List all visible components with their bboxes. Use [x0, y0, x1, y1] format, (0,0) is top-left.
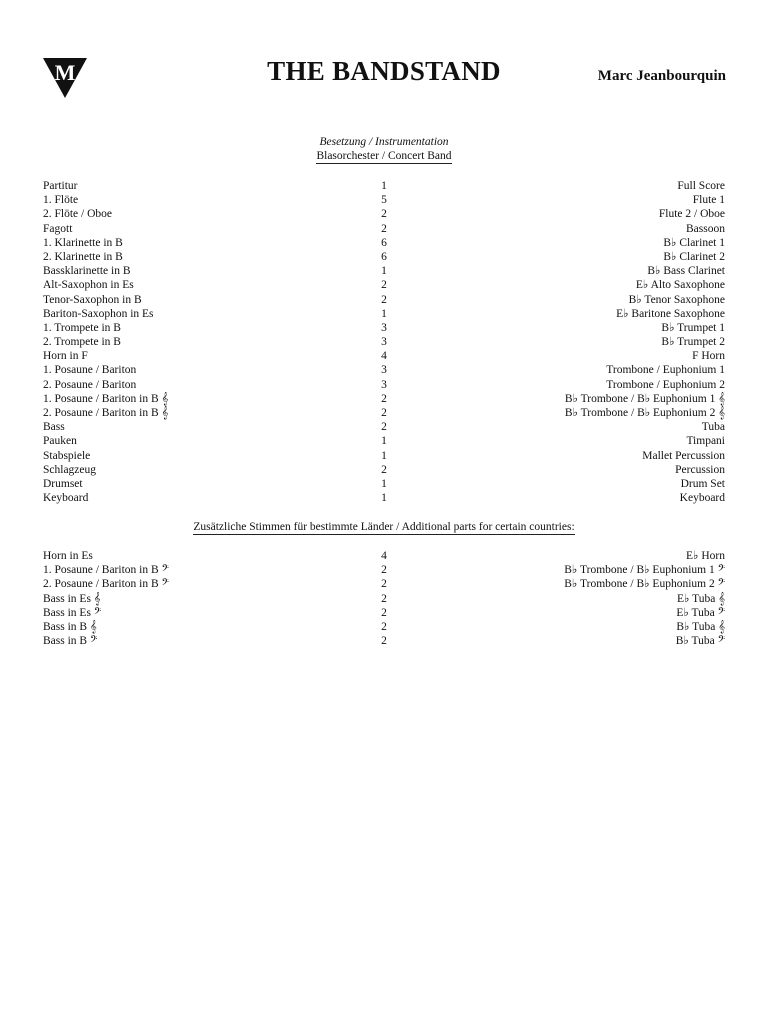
part-name-english: B♭ Trombone / B♭ Euphonium 2 𝄞 — [564, 407, 725, 419]
part-name-english: E♭ Baritone Saxophone — [616, 307, 725, 320]
part-name-german: Bass — [43, 421, 65, 434]
logo-letter: M — [54, 60, 76, 85]
part-quantity: 2 — [381, 463, 387, 476]
part-row — [43, 477, 725, 491]
part-quantity: 2 — [381, 293, 387, 306]
part-name-german: 1. Posaune / Bariton — [43, 364, 137, 377]
part-name-german: 2. Posaune / Bariton — [43, 378, 137, 391]
part-row — [43, 434, 725, 448]
part-name-english: B♭ Clarinet 1 — [663, 236, 725, 249]
part-name-english: B♭ Trumpet 1 — [661, 321, 725, 334]
part-name-german: Bass in B 𝄞 — [43, 620, 97, 633]
part-quantity: 2 — [381, 279, 387, 292]
additional-parts-heading — [0, 521, 768, 533]
part-quantity: 1 — [381, 265, 387, 278]
part-name-english: Trombone / Euphonium 2 — [606, 378, 725, 391]
part-quantity: 4 — [381, 350, 387, 363]
part-row — [43, 406, 725, 420]
part-quantity: 4 — [381, 550, 387, 562]
ensemble-heading — [0, 150, 768, 162]
part-name-german: Schlagzeug — [43, 463, 97, 476]
part-quantity: 3 — [381, 321, 387, 334]
part-row — [43, 392, 725, 406]
part-name-english: B♭ Tuba 𝄢 — [675, 635, 725, 648]
part-name-english: Keyboard — [679, 492, 725, 505]
part-row — [43, 449, 725, 463]
part-row — [43, 592, 725, 606]
part-row — [43, 420, 725, 434]
part-quantity: 3 — [381, 336, 387, 349]
part-quantity: 2 — [381, 620, 387, 633]
part-name-german: Bass in Es 𝄢 — [43, 606, 102, 619]
part-name-english: E♭ Horn — [686, 550, 725, 562]
part-quantity: 3 — [381, 364, 387, 377]
part-name-english: Tuba — [701, 421, 725, 434]
part-row — [43, 606, 725, 620]
part-row — [43, 236, 725, 250]
part-quantity: 5 — [381, 194, 387, 207]
part-name-english: B♭ Clarinet 2 — [663, 250, 725, 263]
part-row — [43, 264, 725, 278]
part-name-english: Mallet Percussion — [642, 449, 725, 462]
part-row — [43, 193, 725, 207]
instrumentation-table — [43, 179, 725, 505]
part-row — [43, 491, 725, 505]
part-row — [43, 349, 725, 363]
additional-parts-table — [43, 549, 725, 648]
part-row — [43, 179, 725, 193]
part-row — [43, 549, 725, 563]
part-quantity: 3 — [381, 378, 387, 391]
part-row — [43, 620, 725, 634]
part-name-german: Bass in Es 𝄞 — [43, 592, 101, 605]
part-name-german: Bass in B 𝄢 — [43, 635, 98, 648]
part-quantity: 2 — [381, 564, 387, 577]
additional-parts-heading-text: Zusätzliche Stimmen für bestimmte Länder / Additional parts for certain countries: — [193, 521, 575, 533]
part-name-german: 1. Posaune / Bariton in B 𝄞 — [43, 392, 169, 405]
part-quantity: 1 — [381, 307, 387, 320]
part-quantity: 1 — [381, 492, 387, 505]
ensemble-heading-text: Blasorchester / Concert Band — [316, 150, 452, 162]
part-quantity: 2 — [381, 392, 387, 405]
part-name-english: B♭ Trumpet 2 — [661, 336, 725, 349]
part-quantity: 2 — [381, 208, 387, 221]
part-name-english: E♭ Alto Saxophone — [635, 279, 725, 292]
part-name-german: Pauken — [43, 435, 77, 448]
part-name-german: Keyboard — [43, 492, 89, 505]
part-name-german: 2. Trompete in B — [43, 336, 121, 349]
part-name-english: E♭ Tuba 𝄢 — [676, 606, 725, 619]
part-name-german: Horn in F — [43, 350, 88, 363]
part-name-english: F Horn — [692, 350, 725, 363]
part-quantity: 2 — [381, 592, 387, 605]
part-name-german: 2. Klarinette in B — [43, 250, 123, 263]
part-name-german: Fagott — [43, 222, 73, 235]
part-row — [43, 293, 725, 307]
part-name-german: Horn in Es — [43, 550, 93, 562]
part-name-german: Alt-Saxophon in Es — [43, 279, 134, 292]
part-name-german: Bassklarinette in B — [43, 265, 131, 278]
part-quantity: 2 — [381, 407, 387, 419]
part-name-german: Bariton-Saxophon in Es — [43, 307, 154, 320]
part-name-german: Partitur — [43, 180, 78, 192]
part-quantity: 6 — [381, 236, 387, 249]
part-name-german: Stabspiele — [43, 449, 91, 462]
piece-title: THE BANDSTAND — [267, 56, 501, 86]
part-name-english: Full Score — [677, 180, 725, 192]
part-quantity: 2 — [381, 606, 387, 619]
part-name-german: 2. Posaune / Bariton in B 𝄢 — [43, 578, 169, 591]
part-quantity: 2 — [381, 578, 387, 591]
part-row — [43, 577, 725, 591]
part-name-german: 2. Flöte / Oboe — [43, 208, 112, 221]
part-name-english: E♭ Tuba 𝄞 — [676, 592, 725, 605]
part-name-german: 1. Posaune / Bariton in B 𝄢 — [43, 564, 169, 577]
part-name-english: B♭ Tuba 𝄞 — [676, 620, 725, 633]
part-name-english: Percussion — [675, 463, 725, 476]
part-name-english: Flute 2 / Oboe — [658, 208, 725, 221]
part-row — [43, 634, 725, 648]
part-name-english: Timpani — [686, 435, 725, 448]
part-quantity: 1 — [381, 449, 387, 462]
part-name-english: B♭ Trombone / B♭ Euphonium 2 𝄢 — [564, 578, 725, 591]
part-row — [43, 463, 725, 477]
part-row — [43, 563, 725, 577]
part-row — [43, 335, 725, 349]
part-quantity: 2 — [381, 421, 387, 434]
part-quantity: 6 — [381, 250, 387, 263]
part-name-english: B♭ Tenor Saxophone — [628, 293, 725, 306]
part-name-german: Drumset — [43, 477, 83, 490]
part-row — [43, 222, 725, 236]
part-row — [43, 321, 725, 335]
part-name-english: B♭ Bass Clarinet — [647, 265, 725, 278]
instrumentation-heading: Besetzung / Instrumentation — [319, 136, 449, 148]
part-quantity: 2 — [381, 222, 387, 235]
part-row — [43, 363, 725, 377]
part-name-english: B♭ Trombone / B♭ Euphonium 1 𝄢 — [564, 564, 725, 577]
part-row — [43, 378, 725, 392]
part-name-german: 1. Trompete in B — [43, 321, 121, 334]
part-name-german: 1. Flöte — [43, 194, 79, 207]
part-row — [43, 207, 725, 221]
part-quantity: 1 — [381, 180, 387, 192]
part-name-german: 2. Posaune / Bariton in B 𝄞 — [43, 407, 169, 419]
part-name-english: Flute 1 — [692, 194, 725, 207]
part-name-german: 1. Klarinette in B — [43, 236, 123, 249]
part-row — [43, 250, 725, 264]
part-name-english: Drum Set — [680, 477, 725, 490]
part-name-english: Bassoon — [686, 222, 725, 235]
part-name-english: Trombone / Euphonium 1 — [606, 364, 725, 377]
part-row — [43, 307, 725, 321]
part-quantity: 1 — [381, 477, 387, 490]
part-quantity: 2 — [381, 635, 387, 648]
part-quantity: 1 — [381, 435, 387, 448]
composer-name: Marc Jeanbourquin — [597, 68, 726, 84]
part-row — [43, 278, 725, 292]
part-name-english: B♭ Trombone / B♭ Euphonium 1 𝄞 — [564, 392, 725, 405]
part-name-german: Tenor-Saxophon in B — [43, 293, 142, 306]
